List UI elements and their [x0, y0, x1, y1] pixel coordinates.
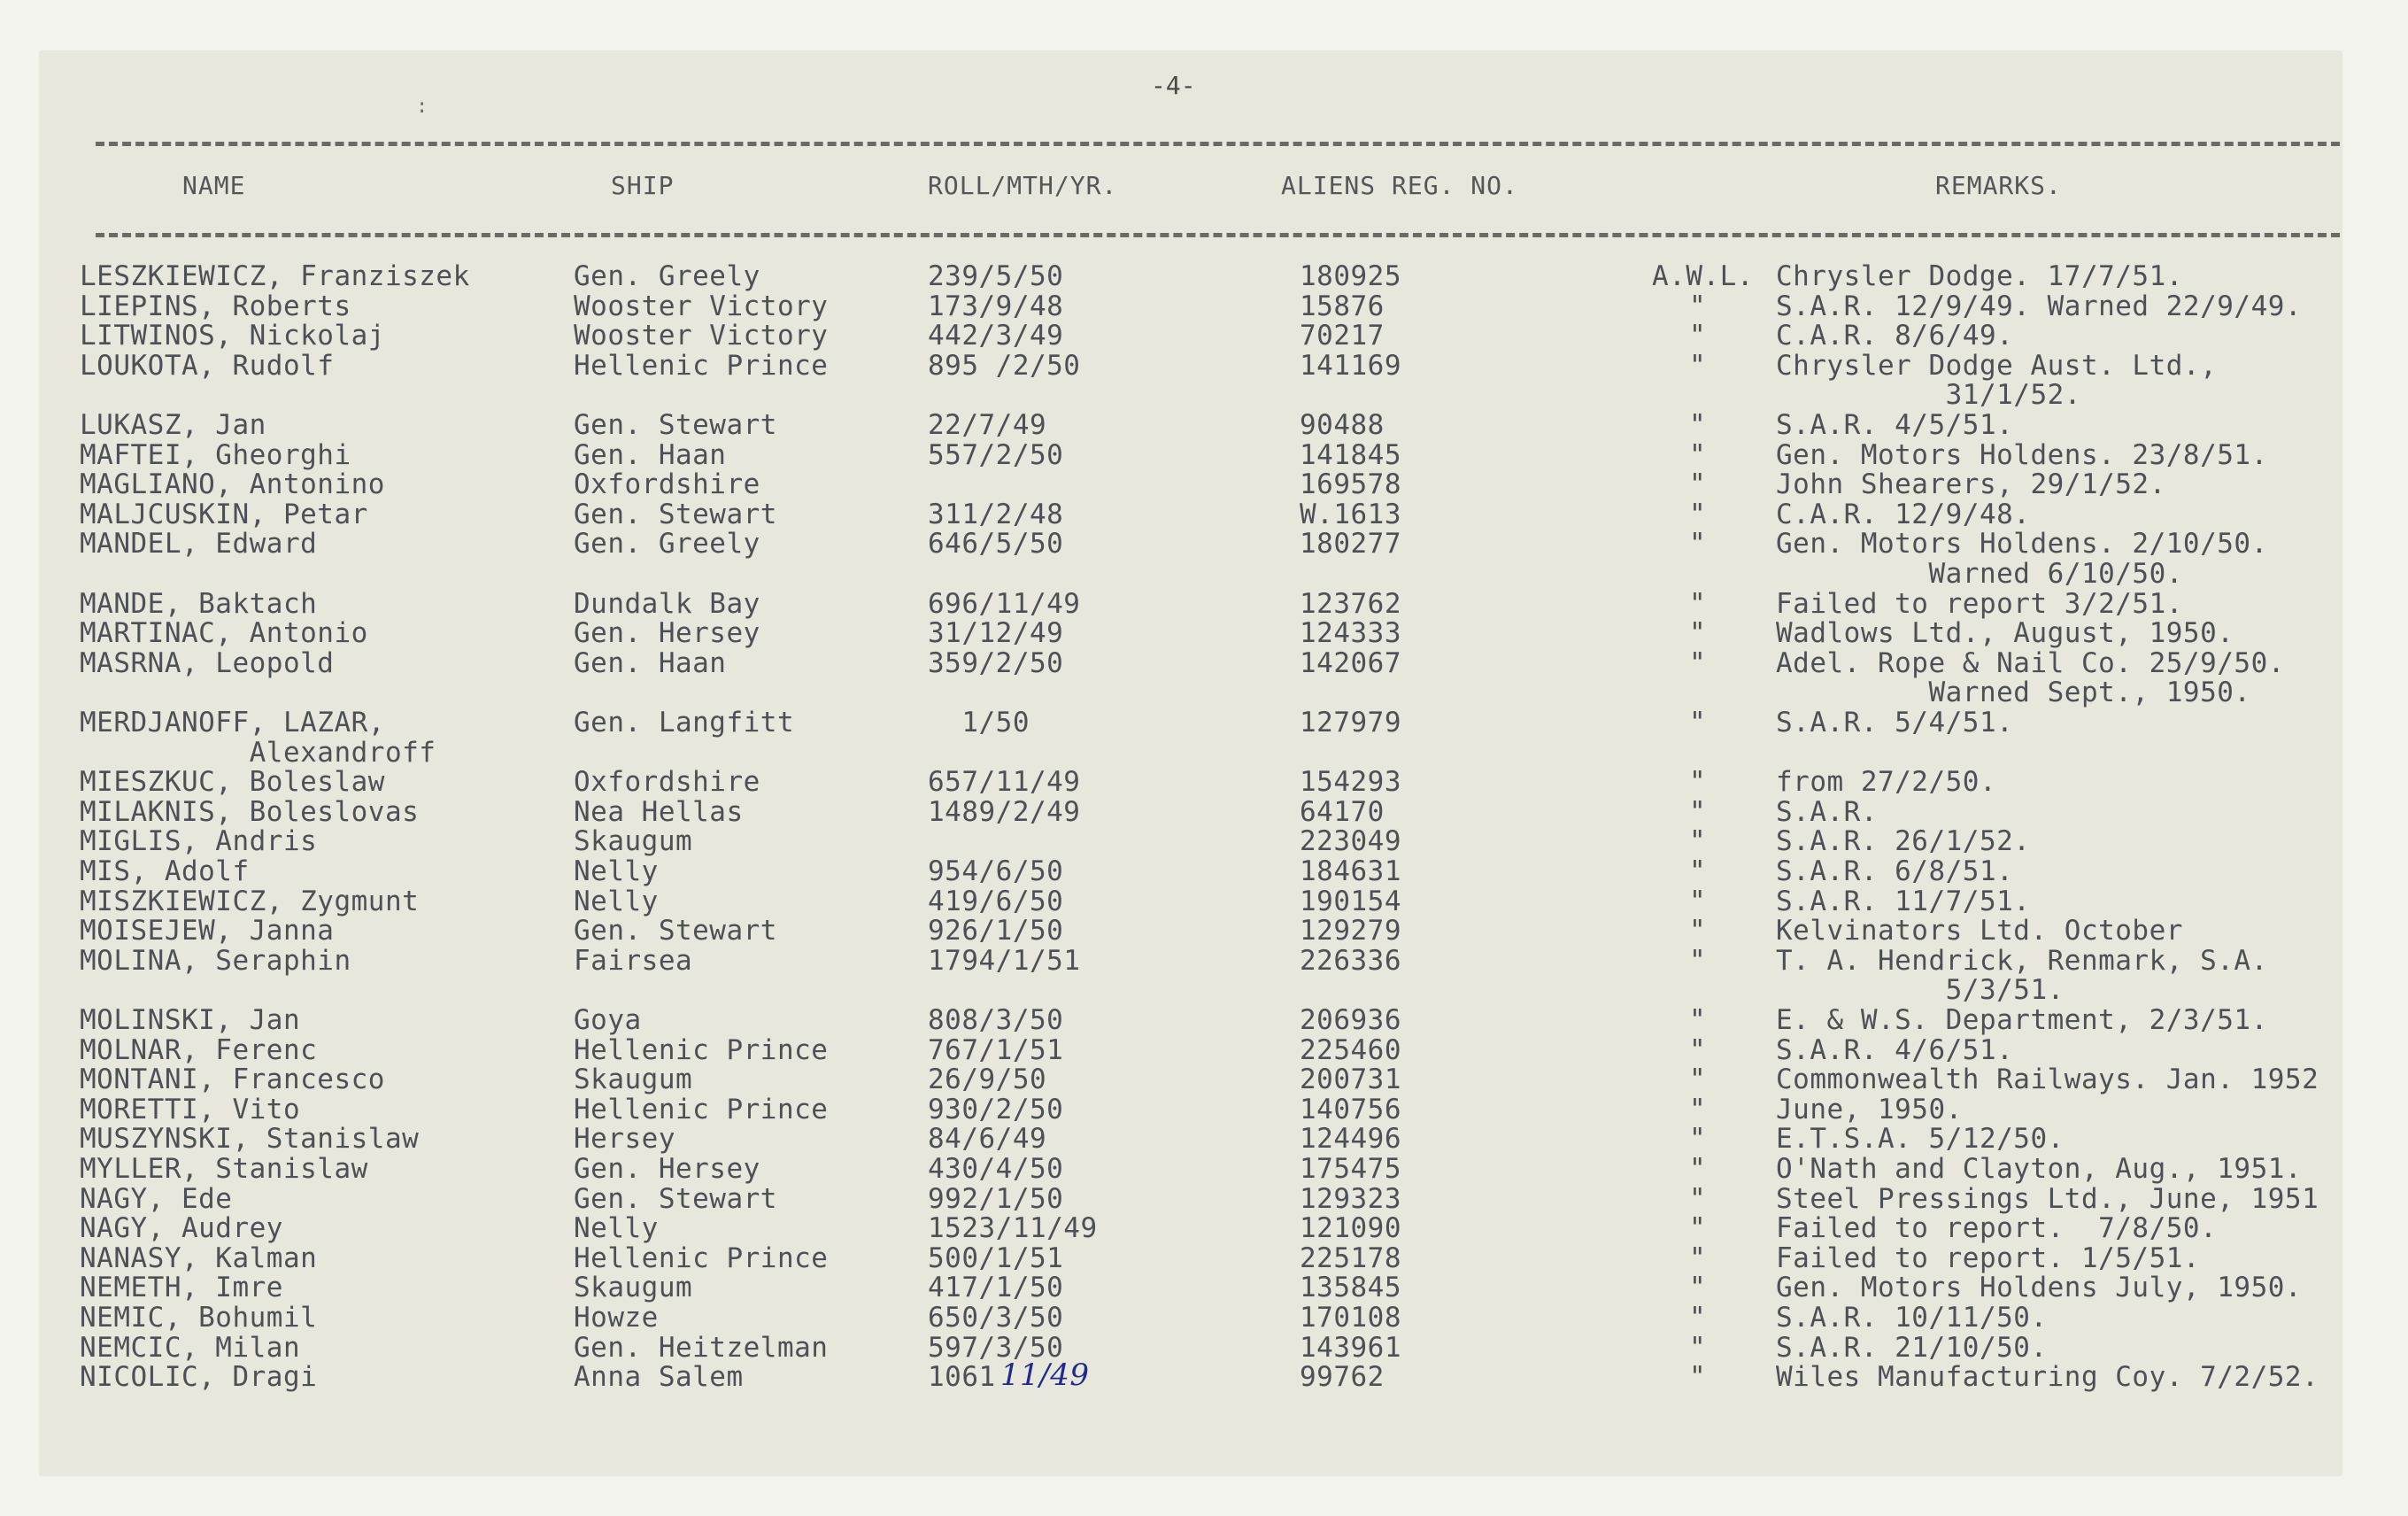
row-ship: Gen. Greely	[574, 260, 760, 292]
row-roll: 84/6/49	[928, 1123, 1047, 1156]
row-status: "	[1689, 855, 1707, 887]
row-name: LITWINOS, Nickolaj	[80, 320, 385, 352]
row-name: MIGLIS, Andris	[80, 825, 318, 858]
row-remarks: O'Nath and Clayton, Aug., 1951.	[1776, 1153, 2303, 1185]
row-name: MARTINAC, Antonio	[80, 617, 368, 650]
row-aliens-reg-no: 15876	[1300, 290, 1385, 322]
row-remarks-continued: Warned Sept., 1950.	[1776, 677, 2251, 709]
row-remarks: C.A.R. 12/9/48.	[1776, 498, 2031, 530]
row-remarks: Chrysler Dodge. 17/7/51.	[1776, 260, 2183, 292]
row-ship: Gen. Heitzelman	[574, 1331, 829, 1364]
row-name: LUKASZ, Jan	[80, 409, 266, 441]
row-roll: 992/1/50	[928, 1182, 1064, 1215]
row-name: LOUKOTA, Rudolf	[80, 349, 335, 382]
row-aliens-reg-no: 170108	[1300, 1302, 1401, 1334]
row-status: "	[1689, 825, 1707, 858]
row-roll: 500/1/51	[928, 1241, 1064, 1274]
row-roll: 1794/1/51	[928, 944, 1081, 977]
row-name: MIS, Adolf	[80, 855, 250, 887]
row-ship: Anna Salem	[574, 1361, 744, 1394]
row-remarks: Wadlows Ltd., August, 1950.	[1776, 617, 2234, 650]
row-name: MERDJANOFF, LAZAR,	[80, 707, 385, 739]
row-name: MIESZKUC, Boleslaw	[80, 766, 385, 799]
row-roll: 930/2/50	[928, 1093, 1064, 1125]
row-aliens-reg-no: 121090	[1300, 1212, 1401, 1245]
row-status: "	[1689, 587, 1707, 620]
row-status: "	[1689, 617, 1707, 650]
row-remarks: Kelvinators Ltd. October	[1776, 915, 2183, 948]
row-status: "	[1689, 915, 1707, 948]
row-remarks: S.A.R. 10/11/50.	[1776, 1302, 2048, 1334]
row-ship: Skaugum	[574, 825, 693, 858]
row-aliens-reg-no: 223049	[1300, 825, 1401, 858]
header-aliens-reg-no: ALIENS REG. NO.	[1281, 171, 1518, 200]
row-aliens-reg-no: 141169	[1300, 349, 1401, 382]
row-ship: Wooster Victory	[574, 290, 829, 322]
row-remarks-continued: 31/1/52.	[1776, 379, 2081, 412]
row-status: "	[1689, 349, 1707, 382]
row-ship: Hellenic Prince	[574, 1093, 829, 1125]
row-aliens-reg-no: 175475	[1300, 1153, 1401, 1185]
row-aliens-reg-no: 123762	[1300, 587, 1401, 620]
row-remarks-continued: Warned 6/10/50.	[1776, 558, 2183, 590]
row-roll: 954/6/50	[928, 855, 1064, 887]
row-ship: Skaugum	[574, 1272, 693, 1304]
row-aliens-reg-no: 200731	[1300, 1064, 1401, 1096]
row-aliens-reg-no: 124496	[1300, 1123, 1401, 1156]
row-roll: 1523/11/49	[928, 1212, 1098, 1245]
row-roll: 808/3/50	[928, 1004, 1064, 1036]
row-status: "	[1689, 1212, 1707, 1245]
row-status: "	[1689, 468, 1707, 501]
row-aliens-reg-no: 142067	[1300, 646, 1401, 679]
row-remarks: Commonwealth Railways. Jan. 1952	[1776, 1064, 2319, 1096]
row-name: MORETTI, Vito	[80, 1093, 301, 1125]
row-name: MILAKNIS, Boleslovas	[80, 795, 420, 828]
row-roll: 311/2/48	[928, 498, 1064, 530]
row-remarks: Gen. Motors Holdens July, 1950.	[1776, 1272, 2303, 1304]
row-remarks: S.A.R. 5/4/51.	[1776, 707, 2014, 739]
row-roll: 430/4/50	[928, 1153, 1064, 1185]
row-name: MOISEJEW, Janna	[80, 915, 335, 948]
row-remarks: E.T.S.A. 5/12/50.	[1776, 1123, 2065, 1156]
row-remarks: Gen. Motors Holdens. 23/8/51.	[1776, 438, 2268, 471]
row-roll: 657/11/49	[928, 766, 1081, 799]
stray-mark: :	[416, 96, 428, 118]
row-remarks: S.A.R. 26/1/52.	[1776, 825, 2031, 858]
row-ship: Gen. Hersey	[574, 1153, 760, 1185]
row-name: MASRNA, Leopold	[80, 646, 335, 679]
row-remarks: S.A.R.	[1776, 795, 1878, 828]
row-aliens-reg-no: 226336	[1300, 944, 1401, 977]
row-aliens-reg-no: 184631	[1300, 855, 1401, 887]
row-ship: Howze	[574, 1302, 659, 1334]
row-roll: 442/3/49	[928, 320, 1064, 352]
row-aliens-reg-no: 127979	[1300, 707, 1401, 739]
row-aliens-reg-no: 64170	[1300, 795, 1385, 828]
row-roll: 417/1/50	[928, 1272, 1064, 1304]
row-name: MYLLER, Stanislaw	[80, 1153, 368, 1185]
row-remarks: from 27/2/50.	[1776, 766, 1997, 799]
row-aliens-reg-no: 129279	[1300, 915, 1401, 948]
header-top-rule	[96, 142, 2340, 146]
row-name: MUSZYNSKI, Stanislaw	[80, 1123, 420, 1156]
row-remarks-continued: 5/3/51.	[1776, 974, 2065, 1007]
row-roll: 1489/2/49	[928, 795, 1081, 828]
row-status: "	[1689, 1272, 1707, 1304]
row-roll: 557/2/50	[928, 438, 1064, 471]
row-roll: 646/5/50	[928, 528, 1064, 561]
row-name: MISZKIEWICZ, Zygmunt	[80, 885, 420, 917]
row-status: "	[1689, 1033, 1707, 1066]
header-remarks: REMARKS.	[1935, 171, 2062, 200]
row-aliens-reg-no: 180277	[1300, 528, 1401, 561]
row-remarks: T. A. Hendrick, Renmark, S.A.	[1776, 944, 2268, 977]
row-ship: Nelly	[574, 855, 659, 887]
header-roll: ROLL/MTH/YR.	[928, 171, 1118, 200]
row-ship: Gen. Stewart	[574, 409, 777, 441]
row-ship: Hersey	[574, 1123, 675, 1156]
row-remarks: E. & W.S. Department, 2/3/51.	[1776, 1004, 2268, 1036]
row-ship: Dundalk Bay	[574, 587, 760, 620]
row-status: "	[1689, 1302, 1707, 1334]
row-status: "	[1689, 1153, 1707, 1185]
row-roll: 597/3/50	[928, 1331, 1064, 1364]
row-remarks: S.A.R. 12/9/49. Warned 22/9/49.	[1776, 290, 2303, 322]
row-name: NEMETH, Imre	[80, 1272, 283, 1304]
row-ship: Nelly	[574, 1212, 659, 1245]
row-remarks: S.A.R. 6/8/51.	[1776, 855, 2014, 887]
row-status: "	[1689, 885, 1707, 917]
row-aliens-reg-no: 154293	[1300, 766, 1401, 799]
row-roll: 1/50	[928, 707, 1030, 739]
row-status: A.W.L.	[1652, 260, 1754, 292]
row-ship: Oxfordshire	[574, 468, 760, 501]
row-remarks: Chrysler Dodge Aust. Ltd.,	[1776, 349, 2218, 382]
row-name: NAGY, Ede	[80, 1182, 233, 1215]
row-ship: Gen. Haan	[574, 438, 727, 471]
row-ship: Skaugum	[574, 1064, 693, 1096]
row-status: "	[1689, 320, 1707, 352]
row-roll: 419/6/50	[928, 885, 1064, 917]
row-status: "	[1689, 795, 1707, 828]
header-bottom-rule	[96, 233, 2340, 237]
row-status: "	[1689, 290, 1707, 322]
row-remarks: C.A.R. 8/6/49.	[1776, 320, 2014, 352]
row-name: NEMIC, Bohumil	[80, 1302, 318, 1334]
header-name: NAME	[182, 171, 246, 200]
row-status: "	[1689, 438, 1707, 471]
row-aliens-reg-no: 169578	[1300, 468, 1401, 501]
row-name: MOLNAR, Ferenc	[80, 1033, 318, 1066]
row-remarks: S.A.R. 11/7/51.	[1776, 885, 2031, 917]
row-roll-handwritten: 11/49	[1000, 1357, 1090, 1394]
row-ship: Gen. Greely	[574, 528, 760, 561]
row-roll: 239/5/50	[928, 260, 1064, 292]
row-ship: Gen. Stewart	[574, 498, 777, 530]
row-name: MANDE, Baktach	[80, 587, 318, 620]
row-roll: 31/12/49	[928, 617, 1064, 650]
row-ship: Goya	[574, 1004, 642, 1036]
row-name-continued: Alexandroff	[80, 736, 436, 769]
row-remarks: June, 1950.	[1776, 1093, 1963, 1125]
row-roll: 26/9/50	[928, 1064, 1047, 1096]
row-status: "	[1689, 1004, 1707, 1036]
row-name: MAGLIANO, Antonino	[80, 468, 385, 501]
row-name: MANDEL, Edward	[80, 528, 318, 561]
row-ship: Gen. Stewart	[574, 1182, 777, 1215]
row-name: MONTANI, Francesco	[80, 1064, 385, 1096]
row-remarks: John Shearers, 29/1/52.	[1776, 468, 2166, 501]
row-ship: Oxfordshire	[574, 766, 760, 799]
row-name: NAGY, Audrey	[80, 1212, 283, 1245]
row-remarks: Failed to report. 7/8/50.	[1776, 1212, 2218, 1245]
row-aliens-reg-no: 140756	[1300, 1093, 1401, 1125]
row-ship: Fairsea	[574, 944, 693, 977]
row-aliens-reg-no: 90488	[1300, 409, 1385, 441]
row-aliens-reg-no: 70217	[1300, 320, 1385, 352]
row-name: MAFTEI, Gheorghi	[80, 438, 351, 471]
row-ship: Gen. Haan	[574, 646, 727, 679]
row-remarks: S.A.R. 4/5/51.	[1776, 409, 2014, 441]
row-remarks: Gen. Motors Holdens. 2/10/50.	[1776, 528, 2268, 561]
row-roll: 1061	[928, 1361, 996, 1394]
row-aliens-reg-no: 129323	[1300, 1182, 1401, 1215]
row-ship: Gen. Stewart	[574, 915, 777, 948]
row-remarks: Failed to report. 1/5/51.	[1776, 1241, 2201, 1274]
row-roll: 926/1/50	[928, 915, 1064, 948]
row-status: "	[1689, 1123, 1707, 1156]
row-roll: 895 /2/50	[928, 349, 1081, 382]
row-aliens-reg-no: 99762	[1300, 1361, 1385, 1394]
row-status: "	[1689, 944, 1707, 977]
row-roll: 650/3/50	[928, 1302, 1064, 1334]
row-aliens-reg-no: 143961	[1300, 1331, 1401, 1364]
row-remarks: S.A.R. 21/10/50.	[1776, 1331, 2048, 1364]
row-name: MOLINSKI, Jan	[80, 1004, 301, 1036]
row-aliens-reg-no: 206936	[1300, 1004, 1401, 1036]
row-status: "	[1689, 1093, 1707, 1125]
row-status: "	[1689, 1331, 1707, 1364]
row-ship: Wooster Victory	[574, 320, 829, 352]
row-roll: 696/11/49	[928, 587, 1081, 620]
row-name: MOLINA, Seraphin	[80, 944, 351, 977]
row-remarks: Wiles Manufacturing Coy. 7/2/52.	[1776, 1361, 2319, 1394]
row-name: MALJCUSKIN, Petar	[80, 498, 368, 530]
row-ship: Gen. Hersey	[574, 617, 760, 650]
row-ship: Hellenic Prince	[574, 1033, 829, 1066]
row-ship: Hellenic Prince	[574, 1241, 829, 1274]
row-remarks: Failed to report 3/2/51.	[1776, 587, 2183, 620]
row-status: "	[1689, 528, 1707, 561]
row-aliens-reg-no: 225460	[1300, 1033, 1401, 1066]
page-number: -4-	[1151, 71, 1196, 100]
row-status: "	[1689, 409, 1707, 441]
row-name: NEMCIC, Milan	[80, 1331, 301, 1364]
row-aliens-reg-no: 135845	[1300, 1272, 1401, 1304]
row-ship: Nelly	[574, 885, 659, 917]
row-status: "	[1689, 766, 1707, 799]
row-name: LIEPINS, Roberts	[80, 290, 351, 322]
row-name: NANASY, Kalman	[80, 1241, 318, 1274]
row-remarks: S.A.R. 4/6/51.	[1776, 1033, 2014, 1066]
row-status: "	[1689, 1182, 1707, 1215]
row-status: "	[1689, 1064, 1707, 1096]
row-remarks: Adel. Rope & Nail Co. 25/9/50.	[1776, 646, 2285, 679]
row-aliens-reg-no: W.1613	[1300, 498, 1401, 530]
row-aliens-reg-no: 124333	[1300, 617, 1401, 650]
row-name: NICOLIC, Dragi	[80, 1361, 318, 1394]
row-status: "	[1689, 646, 1707, 679]
row-aliens-reg-no: 190154	[1300, 885, 1401, 917]
row-ship: Hellenic Prince	[574, 349, 829, 382]
row-ship: Gen. Langfitt	[574, 707, 795, 739]
row-roll: 767/1/51	[928, 1033, 1064, 1066]
row-aliens-reg-no: 225178	[1300, 1241, 1401, 1274]
row-status: "	[1689, 707, 1707, 739]
row-status: "	[1689, 1361, 1707, 1394]
row-roll: 22/7/49	[928, 409, 1047, 441]
header-ship: SHIP	[611, 171, 675, 200]
row-roll: 359/2/50	[928, 646, 1064, 679]
row-roll: 173/9/48	[928, 290, 1064, 322]
row-aliens-reg-no: 180925	[1300, 260, 1401, 292]
row-name: LESZKIEWICZ, Franziszek	[80, 260, 470, 292]
row-aliens-reg-no: 141845	[1300, 438, 1401, 471]
row-ship: Nea Hellas	[574, 795, 744, 828]
row-status: "	[1689, 1241, 1707, 1274]
row-remarks: Steel Pressings Ltd., June, 1951	[1776, 1182, 2319, 1215]
row-status: "	[1689, 498, 1707, 530]
